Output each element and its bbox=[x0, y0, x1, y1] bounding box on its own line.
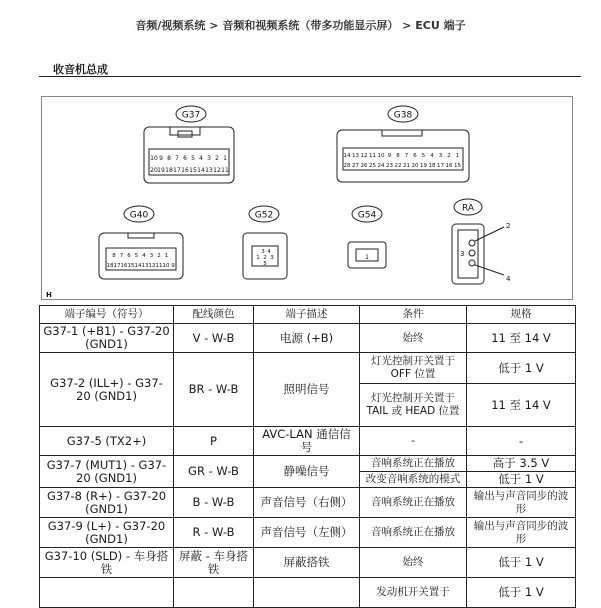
pin-label: 13 bbox=[352, 153, 359, 159]
pin-label: 11 bbox=[369, 153, 376, 159]
connector-label-g40: G40 bbox=[129, 210, 149, 221]
pin-label: 3 bbox=[460, 250, 465, 258]
pin-label: 3 bbox=[149, 253, 154, 259]
spec-cell: 11 至 14 V bbox=[467, 384, 576, 427]
description-cell: 静噪信号 bbox=[254, 456, 360, 488]
condition-cell: 发动机开关置于 bbox=[360, 578, 467, 608]
terminal-cell: G37-8 (R+) - G37-20 (GND1) bbox=[40, 488, 174, 518]
pin-label: 25 bbox=[369, 163, 376, 169]
wire-color-cell bbox=[174, 578, 254, 608]
pin-label: 17 bbox=[437, 163, 444, 169]
pin-label: 9 bbox=[387, 153, 392, 159]
pin-label: 20 bbox=[150, 167, 158, 174]
wire-color-cell: R - W-B bbox=[174, 518, 254, 548]
description-cell: 屏蔽搭铁 bbox=[254, 548, 360, 578]
wire-color-cell: BR - W-B bbox=[174, 353, 254, 427]
pin-label: 27 bbox=[352, 163, 359, 169]
pin-label: 11 bbox=[221, 167, 229, 174]
pin-label: 12 bbox=[148, 263, 156, 269]
pin-label: 2 bbox=[157, 253, 161, 259]
pin-label: 5 bbox=[421, 153, 426, 159]
column-header: 条件 bbox=[360, 306, 467, 324]
column-header: 规格 bbox=[467, 306, 576, 324]
section-title: 收音机总成 bbox=[39, 63, 581, 77]
connector-diagram-svg bbox=[42, 97, 574, 301]
pin-label: 1 bbox=[256, 255, 260, 261]
pin-label: 5 bbox=[263, 261, 267, 267]
condition-cell: 音响系统正在播放 bbox=[360, 518, 467, 548]
table-row bbox=[40, 456, 576, 472]
pin-label: 2 bbox=[506, 222, 511, 230]
description-cell: AVC-LAN 通信信号 bbox=[254, 427, 360, 456]
connector-diagram bbox=[41, 96, 573, 300]
pin-label: 15 bbox=[189, 167, 197, 174]
pin-label: 4 bbox=[267, 249, 271, 255]
pin-label: 10 bbox=[377, 153, 385, 159]
breadcrumb-separator: > bbox=[402, 19, 412, 32]
condition-cell: 音响系统正在播放 bbox=[360, 456, 467, 472]
spec-cell: - bbox=[467, 427, 576, 456]
pin-label: 4 bbox=[142, 253, 146, 259]
column-header: 端子编号（符号） bbox=[40, 306, 174, 324]
table-row bbox=[40, 324, 576, 353]
connector-label-g54: G54 bbox=[357, 210, 377, 221]
terminal-cell bbox=[40, 578, 174, 608]
pin-label: 14 bbox=[197, 167, 205, 174]
pin-label: 1 bbox=[223, 155, 227, 162]
pin-label: 22 bbox=[394, 163, 402, 169]
table-row bbox=[40, 427, 576, 456]
pin-label: 15 bbox=[127, 263, 135, 269]
pin-label: 6 bbox=[413, 153, 417, 159]
pin-label: 3 bbox=[261, 249, 265, 255]
condition-cell: 始终 bbox=[360, 548, 467, 578]
connector-ra-body bbox=[452, 224, 484, 284]
pin-label: 14 bbox=[134, 263, 142, 269]
table-row bbox=[40, 518, 576, 548]
pin-label: 6 bbox=[127, 253, 131, 259]
spec-cell: 高于 3.5 V bbox=[467, 456, 576, 472]
pin-label: 18 bbox=[106, 263, 114, 269]
pin-label: 15 bbox=[454, 163, 461, 169]
pin-label: 11 bbox=[155, 263, 163, 269]
terminal-spec-table bbox=[39, 305, 576, 608]
pin-label: 2 bbox=[263, 255, 267, 261]
pin-label: 19 bbox=[420, 163, 427, 169]
description-cell: 声音信号（左侧） bbox=[254, 518, 360, 548]
wire-color-cell: GR - W-B bbox=[174, 456, 254, 488]
table-row bbox=[40, 578, 576, 608]
pin-label: 7 bbox=[175, 155, 179, 162]
pin-label: 23 bbox=[386, 163, 393, 169]
table-header-row bbox=[40, 306, 576, 324]
connector-label-g38: G38 bbox=[393, 110, 413, 121]
breadcrumb-ecu-terminals: ECU 端子 bbox=[415, 19, 466, 32]
pin-label: 4 bbox=[199, 155, 203, 162]
pin-label: 2 bbox=[447, 153, 451, 159]
terminal-cell: G37-9 (L+) - G37-20 (GND1) bbox=[40, 518, 174, 548]
terminal-cell: G37-1 (+B1) - G37-20 (GND1) bbox=[40, 324, 174, 353]
pin-label: 8 bbox=[167, 155, 171, 162]
pin-label: 17 bbox=[173, 167, 181, 174]
connector-label-ra: RA bbox=[461, 203, 475, 214]
pin-label: 9 bbox=[171, 263, 175, 269]
spec-cell: 低于 1 V bbox=[467, 353, 576, 384]
terminal-cell: G37-2 (ILL+) - G37-20 (GND1) bbox=[40, 353, 174, 427]
pin-label: 1 bbox=[164, 253, 169, 259]
description-cell: 电源 (+B) bbox=[254, 324, 360, 353]
pin-label: 16 bbox=[181, 167, 189, 174]
spec-cell: 11 至 14 V bbox=[467, 324, 576, 353]
spec-cell: 低于 1 V bbox=[467, 548, 576, 578]
breadcrumb-system[interactable]: 音频和视频系统（带多功能显示屏） bbox=[222, 19, 399, 32]
pin-label: 14 bbox=[343, 153, 351, 159]
pin-label: 9 bbox=[159, 155, 163, 162]
pin-label: 1 bbox=[455, 153, 460, 159]
pin-label: 5 bbox=[191, 155, 195, 162]
wire-color-cell: P bbox=[174, 427, 254, 456]
pin-label: 16 bbox=[120, 263, 128, 269]
pin-label: 16 bbox=[445, 163, 453, 169]
diagram-corner-label: H bbox=[46, 291, 52, 299]
terminal-cell: G37-10 (SLD) - 车身搭铁 bbox=[40, 548, 174, 578]
pin-label: 21 bbox=[403, 163, 410, 169]
pin-label: 20 bbox=[411, 163, 419, 169]
pin-label: 7 bbox=[119, 253, 124, 259]
pin-label: 12 bbox=[213, 167, 221, 174]
description-cell bbox=[254, 578, 360, 608]
table-row bbox=[40, 353, 576, 384]
breadcrumb bbox=[0, 17, 601, 33]
condition-cell: 灯光控制开关置于 OFF 位置 bbox=[360, 353, 467, 384]
pin-label: 26 bbox=[360, 163, 368, 169]
breadcrumb-audio-video[interactable]: 音频/视频系统 bbox=[135, 19, 206, 32]
condition-cell: 音响系统正在播放 bbox=[360, 488, 467, 518]
column-header: 配线颜色 bbox=[174, 306, 254, 324]
pin-label: 7 bbox=[404, 153, 409, 159]
wire-color-cell: B - W-B bbox=[174, 488, 254, 518]
spec-cell: 输出与声音同步的波形 bbox=[467, 518, 576, 548]
pin-label: 6 bbox=[183, 155, 187, 162]
terminal-cell: G37-5 (TX2+) bbox=[40, 427, 174, 456]
pin-label: 4 bbox=[506, 275, 511, 283]
description-cell: 照明信号 bbox=[254, 353, 360, 427]
pin-label: 19 bbox=[157, 167, 165, 174]
pin-label: 4 bbox=[430, 153, 434, 159]
connector-label-g37: G37 bbox=[181, 110, 201, 121]
pin-label: 28 bbox=[343, 163, 351, 169]
spec-cell: 低于 1 V bbox=[467, 578, 576, 608]
pin-label: 12 bbox=[360, 153, 368, 159]
description-cell: 声音信号（右侧） bbox=[254, 488, 360, 518]
spec-cell: 输出与声音同步的波形 bbox=[467, 488, 576, 518]
terminal-cell: G37-7 (MUT1) - G37-20 (GND1) bbox=[40, 456, 174, 488]
pin-label: 3 bbox=[438, 153, 443, 159]
condition-cell: - bbox=[360, 427, 467, 456]
connector-label-g52: G52 bbox=[254, 210, 274, 221]
column-header: 端子描述 bbox=[254, 306, 360, 324]
wire-color-cell: 屏蔽 - 车身搭铁 bbox=[174, 548, 254, 578]
pin-label: 8 bbox=[396, 153, 400, 159]
pin-label: 13 bbox=[205, 167, 213, 174]
condition-cell: 始终 bbox=[360, 324, 467, 353]
wire-color-cell: V - W-B bbox=[174, 324, 254, 353]
pin-label: 1 bbox=[365, 254, 369, 261]
spec-cell: 低于 1 V bbox=[467, 472, 576, 488]
condition-cell: 改变音响系统的模式 bbox=[360, 472, 467, 488]
pin-label: 8 bbox=[112, 253, 116, 259]
pin-label: 13 bbox=[141, 263, 149, 269]
pin-label: 3 bbox=[270, 255, 274, 261]
table-row bbox=[40, 488, 576, 518]
pin-label: 10 bbox=[162, 263, 170, 269]
pin-label: 24 bbox=[377, 163, 385, 169]
pin-label: 18 bbox=[428, 163, 436, 169]
pin-label: 17 bbox=[113, 263, 121, 269]
condition-cell: 灯光控制开关置于 TAIL 或 HEAD 位置 bbox=[360, 384, 467, 427]
pin-label: 2 bbox=[215, 155, 219, 162]
table-row bbox=[40, 548, 576, 578]
breadcrumb-separator: > bbox=[209, 19, 219, 32]
pin-label: 5 bbox=[134, 253, 139, 259]
pin-label: 10 bbox=[150, 155, 158, 162]
pin-label: 3 bbox=[207, 155, 211, 162]
pin-label: 18 bbox=[165, 167, 173, 174]
